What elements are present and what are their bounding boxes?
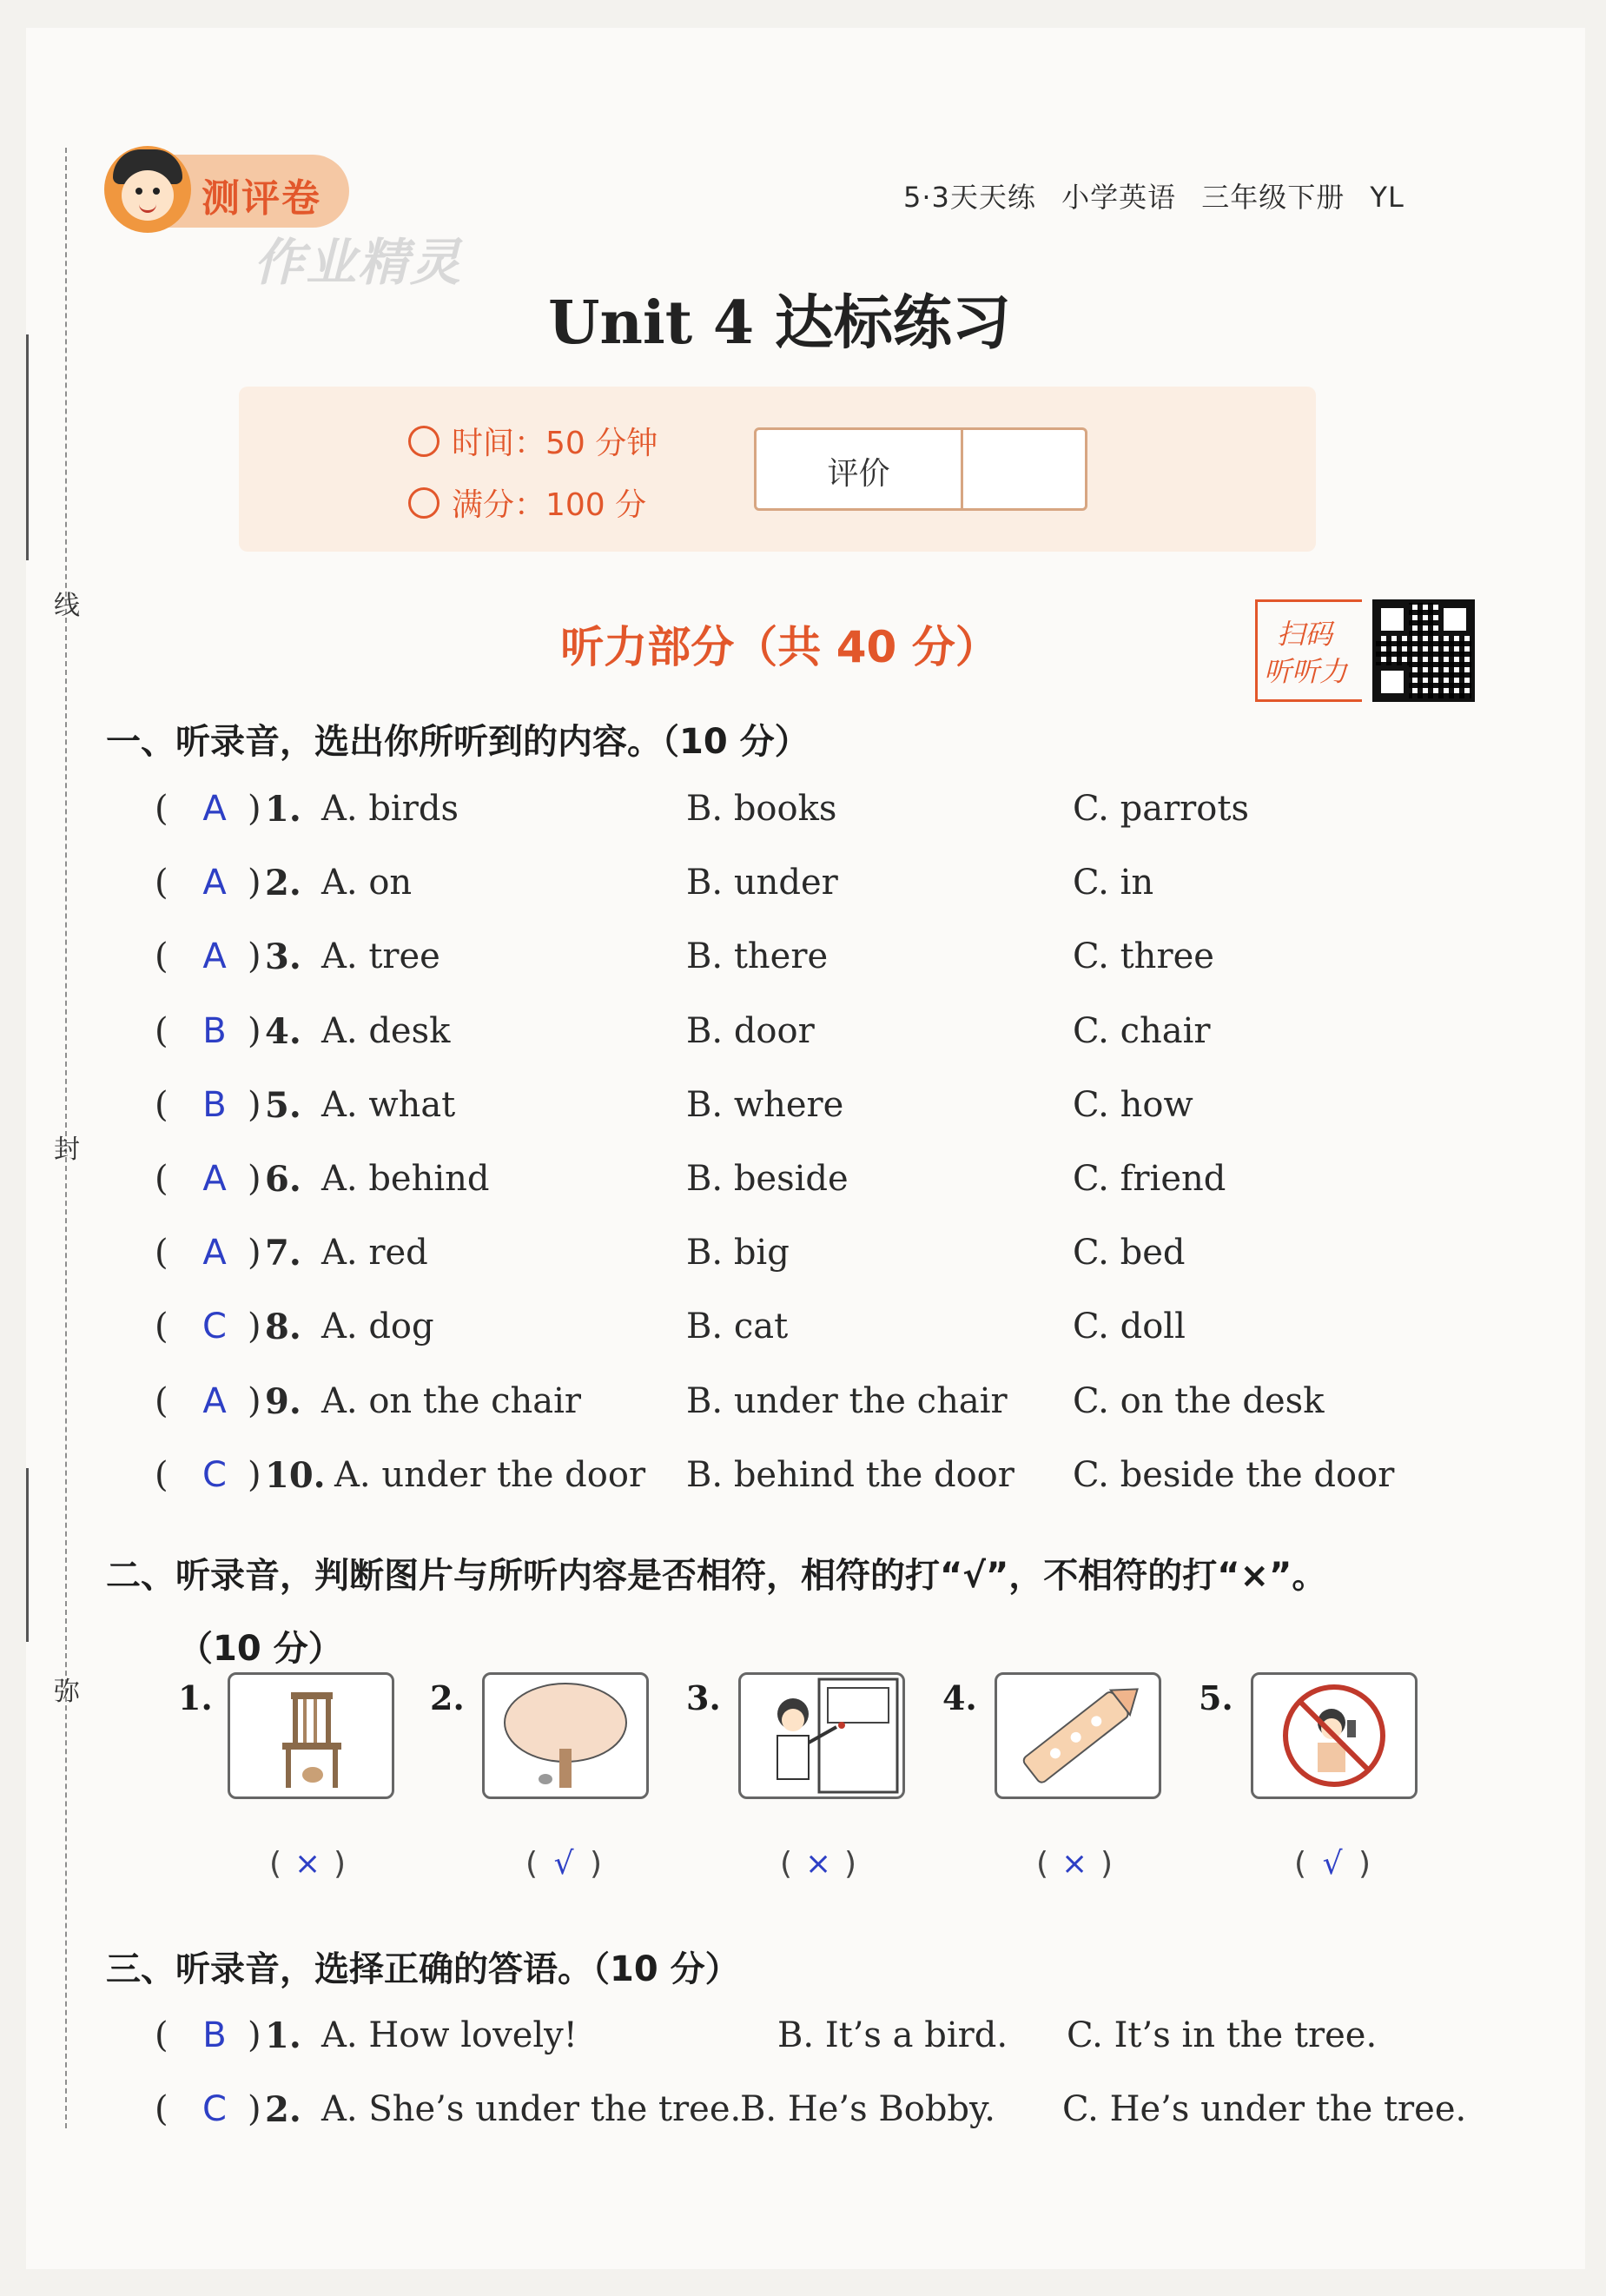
picture-number: 1. [178,1678,213,1717]
question-number: 2. [265,2089,301,2130]
badge-label: 测评卷 [202,176,321,221]
part2-heading: 二、听录音，判断图片与所听内容是否相符，相符的打“√”，不相符的打“×”。 [106,1556,1327,1596]
question-number: 1. [265,2015,301,2056]
score-info: 满分：100 分 [408,480,646,525]
question-row: ( C ) 10. A. under the door B. behind the door C. beside the door [155,1454,1395,1496]
question-row: ( A ) 3. A. tree B. there C. three [155,936,1214,978]
option-c: C. doll [1073,1307,1186,1347]
answer-choice[interactable]: A [202,1233,227,1274]
answer-blank[interactable]: ( × ) [1036,1846,1114,1882]
answer-choice[interactable]: B [202,1010,227,1051]
option-b: B. door [686,1010,815,1051]
answer-choice[interactable]: A [202,789,227,829]
question-row: ( A ) 2. A. on B. under C. in [155,863,1154,904]
answer-choice[interactable]: C [202,2089,227,2129]
evaluation-label: 评价 [827,456,890,492]
answer-blank[interactable]: ( √ ) [1294,1846,1371,1882]
question-number: 2. [265,863,301,904]
option-c: C. bed [1073,1233,1186,1274]
binding-char: 线 [54,591,80,621]
question-number: 8. [265,1307,301,1348]
option-b: B. under the chair [686,1380,1008,1421]
scan-label-1: 扫码 [1277,618,1333,651]
question-row: ( A ) 1. A. birds B. books C. parrots [155,789,1249,830]
option-b: B. behind the door [686,1454,1014,1495]
question-row: ( B ) 5. A. what B. where C. how [155,1084,1193,1126]
page-title: Unit 4 达标练习 [548,288,1011,358]
option-b: B. It’s a bird. [777,2015,1008,2055]
answer-choice[interactable]: C [202,1454,227,1495]
question-row: ( C ) 2. A. She’s under the tree. B. He’s Bobby. C. He’s under the tree. [155,2089,1467,2130]
option-c: C. chair [1073,1010,1211,1051]
option-b: B. cat [686,1307,789,1347]
option-c: C. three [1073,936,1214,977]
question-number: 5. [265,1084,301,1126]
tree-icon [482,1672,649,1799]
picture-number: 4. [942,1678,977,1717]
series-label: 5·3天天练 小学英语 三年级下册 YL [903,181,1404,214]
question-row: ( A ) 9. A. on the chair B. under the chair C. on the desk [155,1380,1325,1422]
question-number: 1. [265,789,301,830]
listening-section-title: 听力部分（共 40 分） [560,622,999,672]
option-b: B. there [686,936,829,977]
option-a: A. She’s under the tree. [321,2089,742,2129]
option-a: A. dog [321,1307,434,1347]
option-a: A. on [321,863,413,903]
no-phone-sign-icon [1251,1672,1418,1799]
scan-label-2: 听听力 [1264,655,1348,688]
question-row: ( A ) 6. A. behind B. beside C. friend [155,1159,1226,1200]
picture-number: 3. [686,1678,721,1717]
question-number: 9. [265,1380,301,1422]
option-a: A. behind [321,1159,490,1199]
option-a: A. under the door [334,1454,646,1495]
evaluation-box [754,427,1087,511]
question-row: ( C ) 8. A. dog B. cat C. doll [155,1307,1186,1348]
answer-blank[interactable]: ( × ) [269,1846,347,1882]
answer-choice[interactable]: B [202,2015,227,2055]
option-c: C. He’s under the tree. [1062,2089,1467,2129]
part1-heading: 一、听录音，选出你所听到的内容。（10 分） [106,722,810,762]
answer-choice[interactable]: A [202,863,227,903]
mascot-icon [104,146,191,233]
option-c: C. parrots [1073,789,1249,829]
question-number: 4. [265,1010,301,1052]
option-b: B. big [686,1233,790,1274]
option-c: C. friend [1073,1159,1226,1199]
answer-blank[interactable]: ( √ ) [525,1846,603,1882]
option-b: B. beside [686,1159,849,1199]
picture-number: 2. [430,1678,465,1717]
question-number: 7. [265,1233,301,1274]
option-a: A. How lovely! [321,2015,578,2055]
answer-choice[interactable]: C [202,1307,227,1347]
boy-at-door-icon [738,1672,905,1799]
option-b: B. He’s Bobby. [740,2089,996,2129]
binding-char: 弥 [54,1677,80,1707]
option-c: C. It’s in the tree. [1067,2015,1378,2055]
check-icon [408,487,440,519]
crayon-icon [995,1672,1161,1799]
option-a: A. on the chair [321,1380,582,1421]
question-row: ( B ) 4. A. desk B. door C. chair [155,1010,1211,1052]
qr-code-icon[interactable] [1372,599,1475,702]
option-a: A. red [321,1233,428,1274]
clock-icon [408,426,440,457]
part3-heading: 三、听录音，选择正确的答语。（10 分） [106,1949,740,1989]
option-a: A. desk [321,1010,451,1051]
time-info: 时间：50 分钟 [408,419,658,463]
option-a: A. tree [321,936,440,977]
answer-blank[interactable]: ( × ) [780,1846,857,1882]
part2-heading-score: （10 分） [178,1629,343,1669]
picture-number: 5. [1199,1678,1233,1717]
binding-marker [26,334,29,560]
answer-choice[interactable]: B [202,1084,227,1125]
answer-choice[interactable]: A [202,1159,227,1199]
option-b: B. where [686,1084,844,1125]
answer-choice[interactable]: A [202,936,227,977]
option-c: C. beside the door [1073,1454,1395,1495]
question-number: 6. [265,1159,301,1200]
option-c: C. in [1073,863,1154,903]
question-row: ( A ) 7. A. red B. big C. bed [155,1233,1186,1274]
binding-char: 封 [54,1135,80,1165]
chair-icon [228,1672,394,1799]
question-number: 10. [265,1454,326,1496]
option-c: C. on the desk [1073,1380,1325,1421]
option-b: B. books [686,789,837,829]
watermark: 作业精灵 [254,233,463,292]
question-row: ( B ) 1. A. How lovely! B. It’s a bird. C. It’s in the tree. [155,2015,1378,2056]
option-b: B. under [686,863,838,903]
question-number: 3. [265,936,301,978]
option-a: A. birds [321,789,459,829]
page [26,28,1585,2269]
option-c: C. how [1073,1084,1193,1125]
answer-choice[interactable]: A [202,1380,227,1421]
option-a: A. what [321,1084,456,1125]
